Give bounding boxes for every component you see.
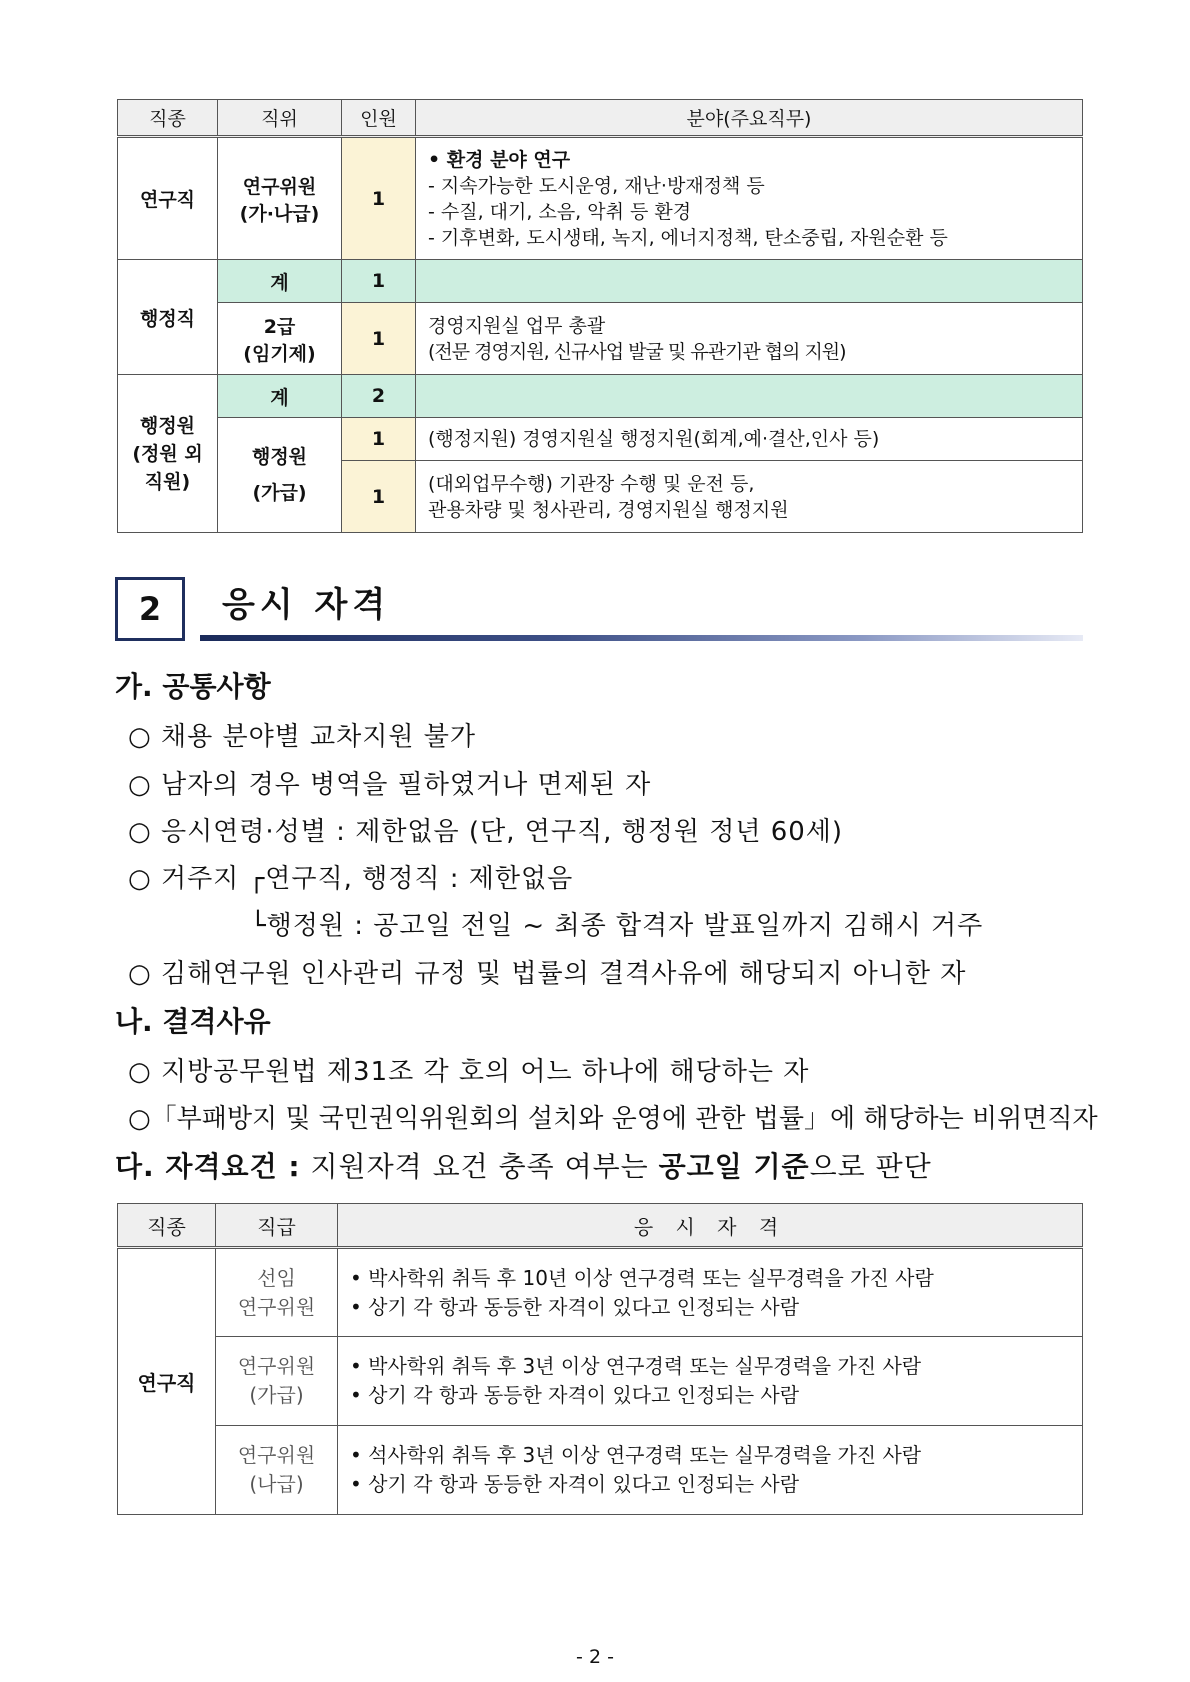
job-type-line: 직원)	[144, 470, 191, 493]
position-line: (가급)	[252, 482, 307, 504]
grade-line: 선임	[257, 1265, 296, 1290]
grade-line: (나급)	[249, 1472, 304, 1496]
subtotal-empty	[416, 375, 1083, 418]
list-item: ○ 김해연구원 인사관리 규정 및 법률의 결격사유에 해당되지 아니한 자	[128, 959, 967, 989]
list-item: ○ 지방공무원법 제31조 각 호의 어느 하나에 해당하는 자	[128, 1057, 810, 1087]
count-cell: 1	[342, 418, 416, 461]
table-row	[118, 418, 1083, 461]
subtotal-label: 계	[218, 375, 342, 418]
subtotal-count: 2	[342, 375, 416, 418]
header-count: 인원	[342, 100, 416, 137]
requirements-heading-text: 지원자격 요건 충족 여부는	[300, 1150, 659, 1183]
requirements-heading-text: 으로 판단	[809, 1150, 932, 1183]
header-position: 직위	[218, 100, 342, 137]
position-cell	[218, 418, 342, 533]
duties-cell	[416, 461, 1083, 533]
duty-line: - 수질, 대기, 소음, 악취 등 환경	[428, 200, 692, 223]
list-item: └행정원 : 공고일 전일 ~ 최종 합격자 발표일까지 김해시 거주	[250, 911, 984, 941]
count-cell: 1	[342, 461, 416, 533]
job-type-cell: 연구직	[118, 137, 218, 260]
table-row	[118, 303, 1083, 375]
grade-line: 연구위원	[237, 1443, 316, 1467]
duty-line: 관용차량 및 청사관리, 경영지원실 행정지원	[428, 498, 789, 521]
count-cell: 1	[342, 303, 416, 375]
position-cell	[218, 137, 342, 260]
grade-line: 연구위원	[237, 1354, 316, 1378]
job-type-cell: 연구직	[118, 1248, 216, 1515]
disqualification-heading: 나. 결격사유	[115, 1005, 271, 1038]
header-job-type: 직종	[118, 1204, 216, 1248]
position-line: 연구위원	[242, 175, 317, 198]
qualification-line: • 박사학위 취득 후 10년 이상 연구경력 또는 실무경력을 가진 사람	[350, 1265, 934, 1290]
grade-cell	[216, 1337, 338, 1426]
header-duties: 분야(주요직무)	[416, 100, 1083, 137]
qualification-cell	[338, 1248, 1083, 1337]
qualification-cell	[338, 1337, 1083, 1426]
requirements-heading	[115, 1145, 932, 1185]
header-grade: 직급	[216, 1204, 338, 1248]
duty-line: - 지속가능한 도시운영, 재난·방재정책 등	[428, 174, 765, 197]
position-cell	[218, 303, 342, 375]
position-line: (임기제)	[243, 342, 316, 365]
count-cell: 1	[342, 137, 416, 260]
duty-line: 경영지원실 업무 총괄	[428, 314, 606, 337]
qualification-line: • 상기 각 항과 동등한 자격이 있다고 인정되는 사람	[350, 1294, 800, 1319]
table-row	[118, 375, 1083, 418]
list-item: ○「부패방지 및 국민권익위원회의 설치와 운영에 관한 법률」에 해당하는 비위면직자	[128, 1104, 1098, 1134]
subtotal-count: 1	[342, 260, 416, 303]
list-item: ○ 거주지 ┌연구직, 행정직 : 제한없음	[128, 864, 574, 894]
position-line: 행정원	[251, 446, 308, 468]
position-line: (가·나급)	[239, 202, 320, 225]
table-row	[118, 1426, 1083, 1515]
duty-line: (대외업무수행) 기관장 수행 및 운전 등,	[428, 472, 755, 495]
grade-cell	[216, 1248, 338, 1337]
table-row	[118, 1248, 1083, 1337]
section-number-box: 2	[115, 577, 185, 641]
positions-table	[117, 99, 1083, 533]
duty-line: (전문 경영지원, 신규사업 발굴 및 유관기관 협의 지원)	[428, 340, 846, 363]
header-job-type: 직종	[118, 100, 218, 137]
duty-line: (행정지원) 경영지원실 행정지원(회계,예·결산,인사 등)	[428, 428, 880, 450]
common-heading: 가. 공통사항	[115, 670, 271, 703]
subtotal-empty	[416, 260, 1083, 303]
list-item: ○ 남자의 경우 병역을 필하였거나 면제된 자	[128, 770, 652, 800]
grade-cell	[216, 1426, 338, 1515]
duty-line: - 기후변화, 도시생태, 녹지, 에너지정책, 탄소중립, 자원순환 등	[428, 226, 948, 249]
qualification-line: • 석사학위 취득 후 3년 이상 연구경력 또는 실무경력을 가진 사람	[350, 1443, 922, 1467]
table-header-row	[118, 100, 1083, 137]
table-row	[118, 137, 1083, 260]
grade-line: (가급)	[249, 1383, 304, 1407]
qualification-cell	[338, 1426, 1083, 1515]
duties-cell	[416, 418, 1083, 461]
qualification-line: • 박사학위 취득 후 3년 이상 연구경력 또는 실무경력을 가진 사람	[350, 1354, 922, 1378]
duty-line: • 환경 분야 연구	[428, 148, 571, 171]
list-item: ○ 응시연령·성별 : 제한없음 (단, 연구직, 행정원 정년 60세)	[128, 817, 844, 847]
qualification-line: • 상기 각 항과 동등한 자격이 있다고 인정되는 사람	[350, 1472, 800, 1496]
table-header-row	[118, 1204, 1083, 1248]
requirements-heading-emphasis: 공고일 기준	[658, 1150, 810, 1183]
header-qualifications: 응 시 자 격	[338, 1204, 1083, 1248]
position-line: 2급	[263, 315, 296, 338]
table-row	[118, 1337, 1083, 1426]
job-type-line: (정원 외	[132, 442, 203, 465]
section-underline-bar	[200, 635, 1083, 641]
list-item: ○ 채용 분야별 교차지원 불가	[128, 722, 477, 752]
qualification-line: • 상기 각 항과 동등한 자격이 있다고 인정되는 사람	[350, 1383, 800, 1407]
qualifications-table	[117, 1203, 1083, 1515]
duties-cell	[416, 137, 1083, 260]
job-type-line: 행정원	[139, 414, 196, 437]
grade-line: 연구위원	[237, 1294, 316, 1319]
requirements-heading-label: 다. 자격요건 :	[115, 1150, 301, 1183]
job-type-cell	[118, 375, 218, 533]
page-number: - 2 -	[576, 1646, 614, 1668]
table-row	[118, 260, 1083, 303]
duties-cell	[416, 303, 1083, 375]
section-title: 응시 자격	[222, 585, 391, 625]
subtotal-label: 계	[218, 260, 342, 303]
job-type-cell: 행정직	[118, 260, 218, 375]
